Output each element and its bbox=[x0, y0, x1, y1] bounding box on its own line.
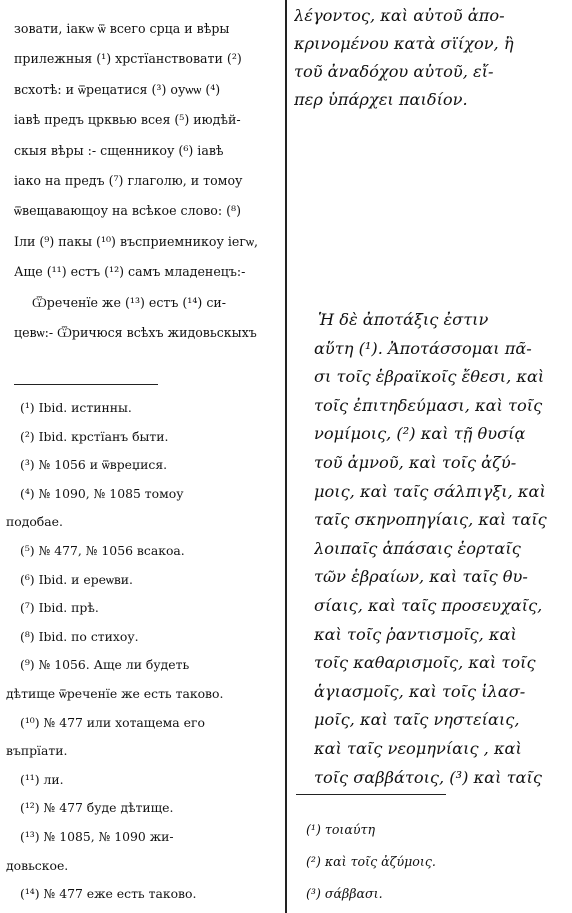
footnote: подобае. bbox=[6, 514, 63, 530]
text-line: τοῖς σαββάτοις, (³) καὶ ταῖς bbox=[314, 767, 542, 787]
text-line: αὕτη (¹). Ἀποτάσσομαι πᾶ- bbox=[314, 338, 532, 358]
text-line: τοῖς καθαρισμοῖς, καὶ τοῖς bbox=[314, 653, 536, 673]
text-line: Іли (⁹) пакы (¹⁰) въсприемникоу іегѡ, bbox=[14, 233, 258, 249]
footnote-separator bbox=[14, 384, 158, 385]
text-line: καὶ ταῖς νεομηνίαις , καὶ bbox=[314, 738, 522, 758]
footnote: (³) σάββασι. bbox=[306, 886, 383, 901]
text-line: ѿвещавающоу на всѣкое слово: (⁸) bbox=[14, 203, 241, 219]
text-line: скыя вѣры :- сщенникоу (⁶) іавѣ bbox=[14, 142, 224, 158]
footnote: (⁶) Ibid. и ереѡви. bbox=[20, 571, 133, 587]
text-line: σι τοῖς ἑβραϊκοῖς ἔθεσι, καὶ bbox=[314, 367, 545, 387]
slavonic-main-text bbox=[14, 14, 282, 348]
footnote: въпрїати. bbox=[6, 743, 68, 759]
slavonic-footnotes bbox=[6, 394, 280, 909]
footnote: (¹) Ibid. истинны. bbox=[20, 400, 132, 415]
footnote: дѣтище ѿреченїе же есть таково. bbox=[6, 685, 224, 701]
footnote: (²) καὶ τοῖς ἀζύμοις. bbox=[306, 854, 436, 869]
text-line: μοῖς, καὶ ταῖς νηστείαις, bbox=[314, 710, 520, 730]
footnote: (¹) τοιαύτη bbox=[306, 822, 376, 837]
footnote: (⁸) Ibid. по стихоу. bbox=[20, 628, 139, 644]
text-line: іако на предъ (⁷) глаголю, и томоу bbox=[14, 173, 243, 189]
text-line: ταῖς σκηνοπηγίαις, καὶ ταῖς bbox=[314, 510, 547, 530]
text-line: τῶν ἑβραίων, καὶ ταῖς θυ- bbox=[314, 567, 528, 587]
text-line: Ἡ δὲ ἀποτάξις ἐστιν bbox=[318, 310, 489, 329]
greek-top-text bbox=[294, 2, 570, 114]
left-column-slavonic bbox=[0, 0, 284, 913]
footnote: (¹³) № 1085, № 1090 жи- bbox=[20, 828, 174, 844]
footnote: (²) Ibid. крстїанъ быти. bbox=[20, 428, 169, 444]
footnote: (⁴) № 1090, № 1085 томоу bbox=[20, 485, 184, 501]
text-line: Ѿреченїе же (¹³) естъ (¹⁴) си- bbox=[32, 294, 227, 310]
footnote-separator bbox=[296, 794, 446, 795]
footnote: (¹⁴) № 477 еже есть таково. bbox=[20, 886, 197, 902]
greek-main-text bbox=[314, 306, 570, 792]
footnote: (³) № 1056 и ѿвреџися. bbox=[20, 457, 168, 473]
text-line: σίαις, καὶ ταῖς προσευχαῖς, bbox=[314, 595, 543, 615]
text-line: μοις, καὶ ταῖς σάλπιγξι, καὶ bbox=[314, 481, 546, 501]
footnote: (¹¹) ли. bbox=[20, 771, 64, 787]
text-line: τοῦ ἀμνοῦ, καὶ τοῖς ἀζύ- bbox=[314, 452, 517, 472]
text-line: зовати, іакѡ ѿ всего срца и вѣры bbox=[14, 21, 230, 36]
text-line: λέγοντος, καὶ αὐτοῦ ἀπο- bbox=[294, 6, 505, 25]
text-line: νομίμοις, (²) καὶ τῇ θυσίᾳ bbox=[314, 424, 526, 444]
text-line: λοιπαῖς ἁπάσαις ἑορταῖς bbox=[314, 538, 521, 558]
footnote: (⁷) Ibid. прѣ. bbox=[20, 600, 99, 616]
text-line: прилежныя (¹) хрстїанствовати (²) bbox=[14, 51, 242, 67]
text-line: τοῖς ἐπιτηδεύμασι, καὶ τοῖς bbox=[314, 395, 543, 415]
text-line: Аще (¹¹) естъ (¹²) самъ младенецъ:- bbox=[14, 264, 246, 280]
text-line: іавѣ предъ црквью всея (⁵) июдѣй- bbox=[14, 112, 241, 128]
text-line: καὶ τοῖς ῥαντισμοῖς, καὶ bbox=[314, 624, 517, 644]
footnote: довьское. bbox=[6, 857, 69, 873]
text-line: περ ὑπάρχει παιδίον. bbox=[294, 90, 468, 109]
right-column-greek bbox=[290, 0, 572, 913]
footnote: (⁵) № 477, № 1056 всакоа. bbox=[20, 542, 185, 558]
text-line: цевѡ:- Ѿричюся всѣхъ жидовьскыхъ bbox=[14, 325, 257, 341]
footnote: (⁹) № 1056. Аще ли будеть bbox=[20, 657, 190, 673]
text-line: κρινομένου κατὰ σϊίχον, ἢ bbox=[294, 34, 514, 53]
greek-footnotes bbox=[306, 814, 566, 910]
column-divider bbox=[285, 0, 287, 913]
footnote: (¹²) № 477 буде дѣтище. bbox=[20, 800, 174, 816]
text-line: τοῦ ἀναδόχου αὐτοῦ, εἴ- bbox=[294, 62, 494, 81]
text-line: ἁγιασμοῖς, καὶ τοῖς ἱλασ- bbox=[314, 681, 526, 701]
footnote: (¹⁰) № 477 или хотащема его bbox=[20, 714, 205, 730]
text-line: всхотѣ: и ѿрецатися (³) оуѡѡ (⁴) bbox=[14, 81, 221, 97]
